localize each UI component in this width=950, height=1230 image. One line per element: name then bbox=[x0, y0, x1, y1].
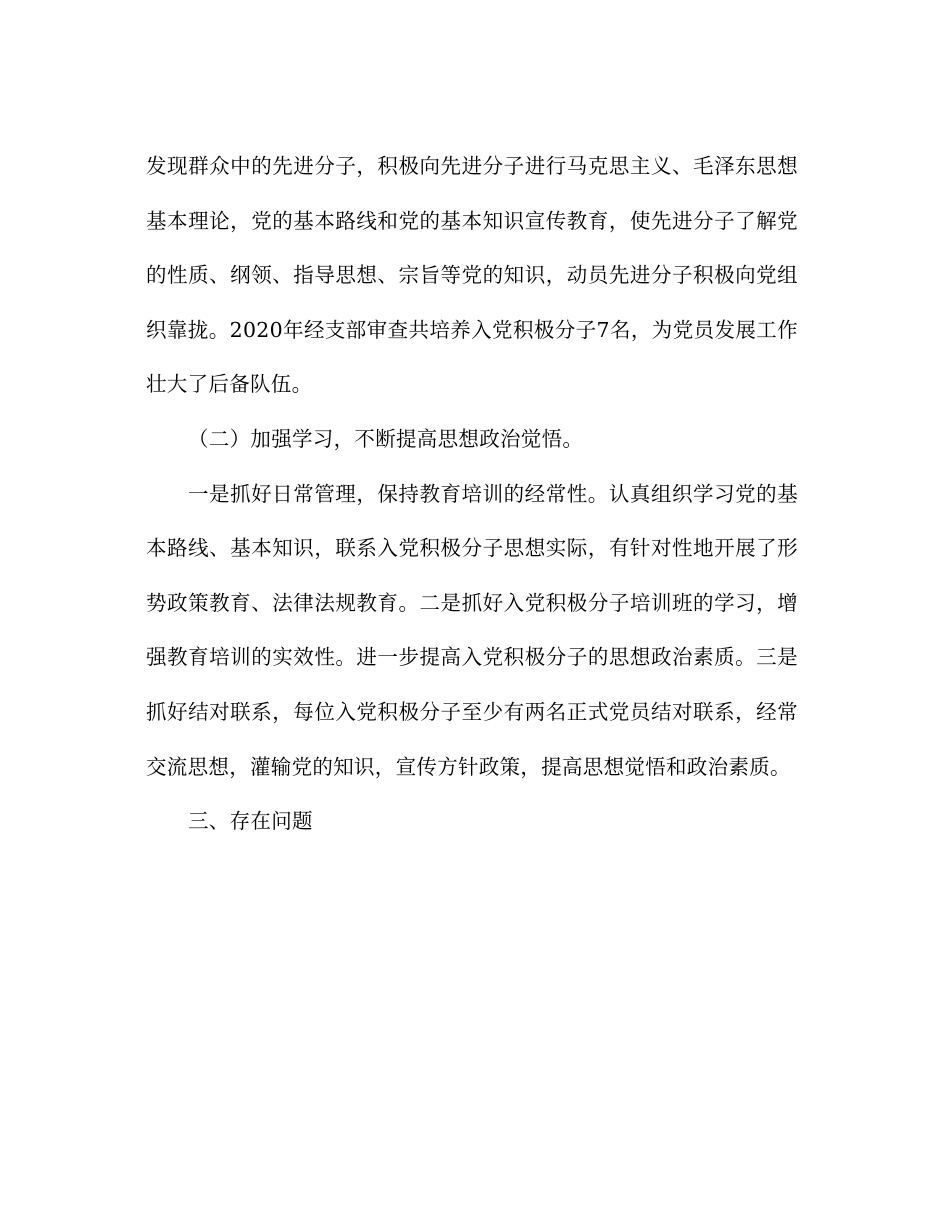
paragraph-cultivation: 发现群众中的先进分子，积极向先进分子进行马克思主义、毛泽东思想基本理论，党的基本路线和党的基本知识宣传教育，使先进分子了解党的性质、纲领、指导思想、宗旨等党的知识，动员先进分子积极向党组织靠拢。2020年经支部审查共培养入党积极分子7名，为党员发展工作壮大了后备队伍。 bbox=[146, 154, 798, 397]
section-heading-existing-problems: 三、存在问题 bbox=[188, 809, 313, 834]
paragraph-education-training: 一是抓好日常管理，保持教育培训的经常性。认真组织学习党的基本路线、基本知识，联系入党积极分子思想实际，有针对性地开展了形势政策教育、法律法规教育。二是抓好入党积极分子培训班的学习，增强教育培训的实效性。进一步提高入党积极分子的思想政治素质。三是抓好结对联系，每位入党积极分子至少有两名正式党员结对联系，经常交流思想，灌输党的知识，宣传方针政策，提高思想觉悟和政治素质。 bbox=[146, 481, 798, 779]
section-heading-strengthen-study: （二）加强学习，不断提高思想政治觉悟。 bbox=[188, 426, 584, 451]
document-body bbox=[146, 139, 798, 849]
